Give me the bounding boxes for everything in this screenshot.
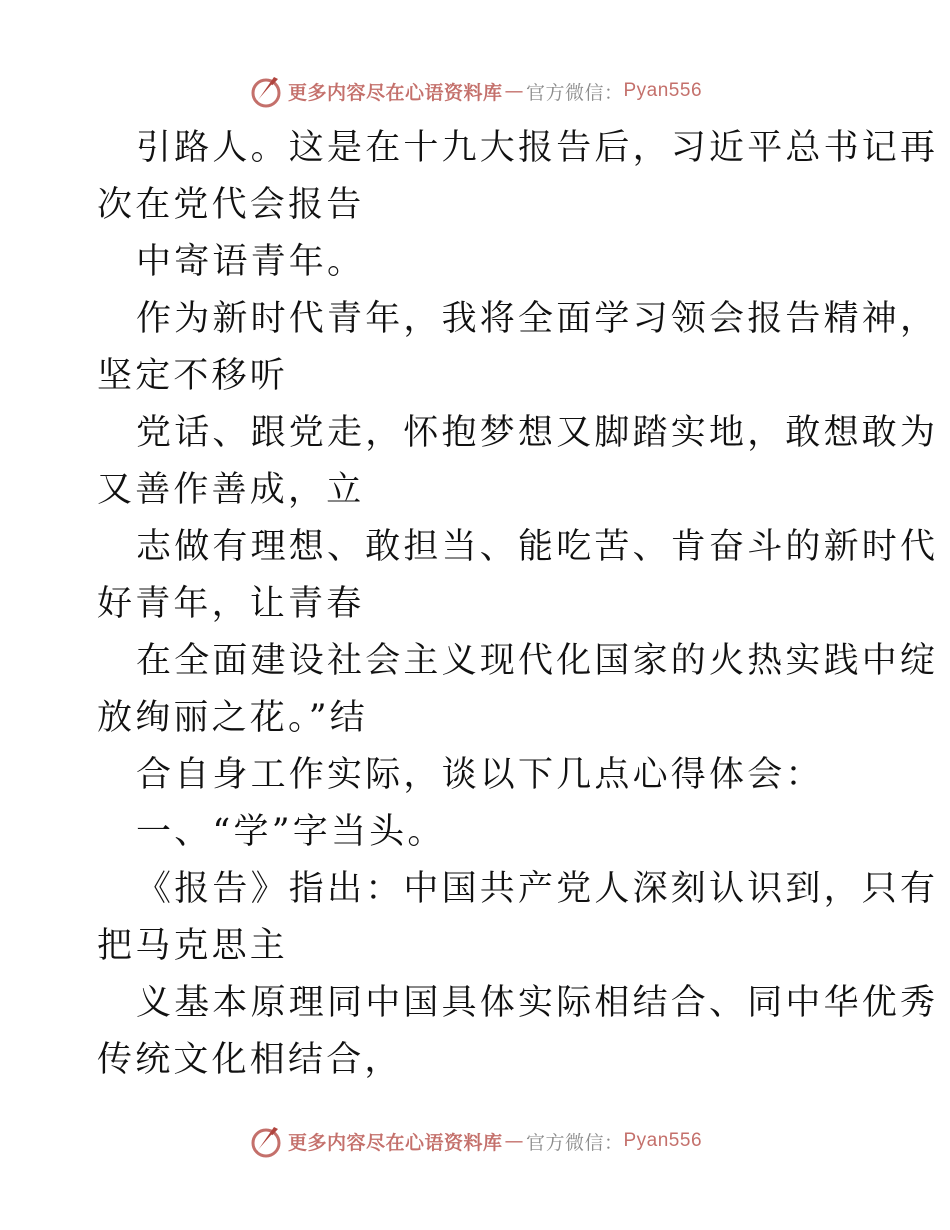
- watermark-brand: 更多内容尽在心语资料库: [287, 1131, 503, 1154]
- footer-watermark: [0, 1121, 950, 1161]
- quill-logo-icon: [248, 1123, 284, 1159]
- watermark-wechat-id: Pyan556: [623, 1130, 703, 1151]
- text-line: 传统文化相结合，: [97, 1040, 403, 1080]
- text-line: 又善作善成，立: [97, 470, 365, 510]
- text-line: 义基本原理同中国具体实际相结合、同中华优秀: [136, 983, 939, 1023]
- document-body: [97, 120, 939, 1089]
- text-line: 合自身工作实际，谈以下几点心得体会：: [136, 755, 824, 795]
- watermark-label: 官方微信：: [525, 81, 624, 104]
- text-line: 党话、跟党走，怀抱梦想又脚踏实地，敢想敢为: [136, 413, 939, 453]
- watermark-dash: —: [504, 1130, 524, 1152]
- text-line: 在全面建设社会主义现代化国家的火热实践中绽: [136, 641, 939, 681]
- watermark-brand: 更多内容尽在心语资料库: [287, 81, 503, 104]
- text-line: 引路人。这是在十九大报告后，习近平总书记再: [136, 128, 939, 168]
- watermark-wechat-id: Pyan556: [623, 80, 703, 101]
- text-line: 放绚丽之花。”结: [97, 698, 368, 738]
- watermark-label: 官方微信：: [525, 1131, 624, 1154]
- text-line: 志做有理想、敢担当、能吃苦、肯奋斗的新时代: [136, 527, 939, 567]
- text-line: 把马克思主: [97, 926, 289, 966]
- text-line: 一、“学”字当头。: [136, 812, 446, 852]
- watermark-dash: —: [504, 80, 524, 102]
- text-line: 《报告》指出：中国共产党人深刻认识到，只有: [136, 869, 939, 909]
- text-line: 好青年，让青春: [97, 584, 365, 624]
- quill-logo-icon: [248, 73, 284, 109]
- header-watermark: [0, 71, 950, 111]
- text-line: 次在党代会报告: [97, 185, 365, 225]
- text-line: 坚定不移听: [97, 356, 289, 396]
- text-line: 作为新时代青年，我将全面学习领会报告精神，: [136, 299, 939, 339]
- text-line: 中寄语青年。: [136, 242, 366, 282]
